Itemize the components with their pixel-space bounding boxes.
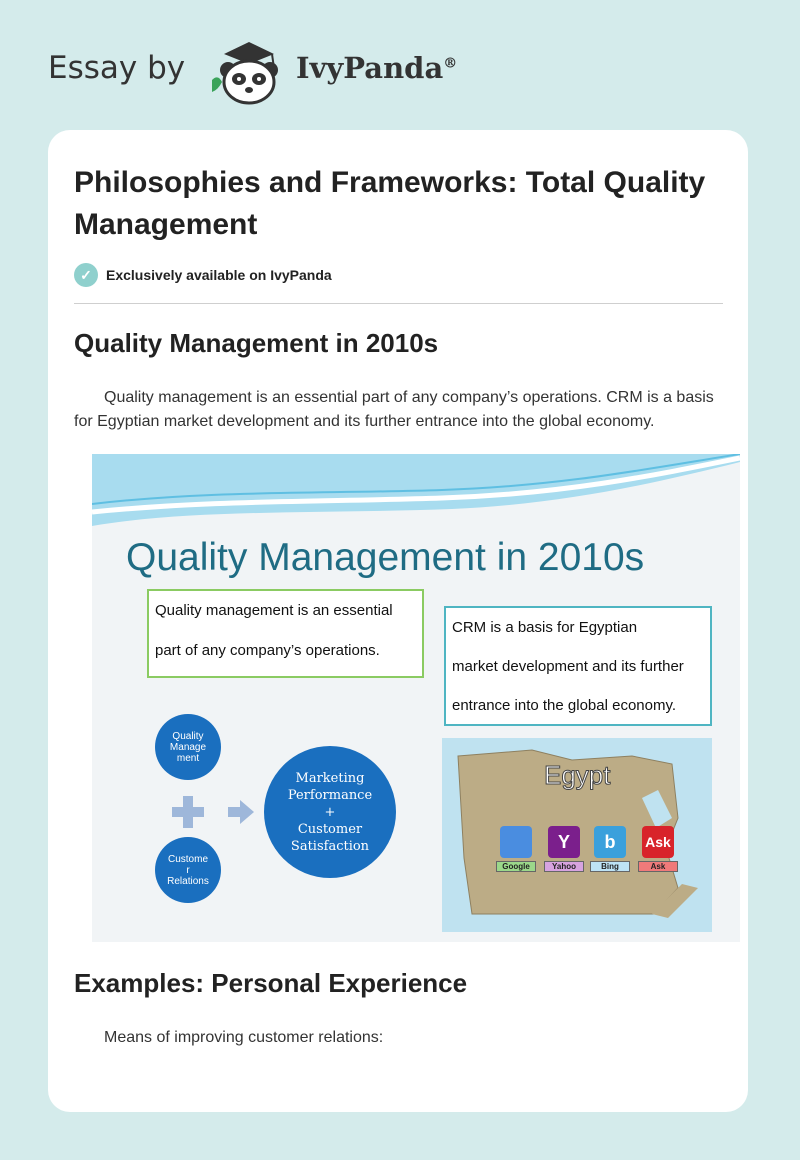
engine-label: Google <box>496 861 536 872</box>
circle-marketing-performance: Marketing Performance + Customer Satisfaction <box>264 746 396 878</box>
essay-by-label: Essay by <box>48 50 186 86</box>
engine-logo: Ask <box>642 826 674 858</box>
plus-icon <box>172 796 204 828</box>
brand-name[interactable]: IvyPanda® <box>296 51 458 85</box>
section-heading-quality: Quality Management in 2010s <box>74 328 439 358</box>
check-icon: ✓ <box>74 263 98 287</box>
section-paragraph-quality: Quality management is an essential part of any company’s operations. CRM is a basis for Egyptian market development and its further entrance into the global economy. <box>74 389 714 430</box>
engine-logo: Y <box>548 826 580 858</box>
arrow-right-icon <box>228 800 254 824</box>
ask-icon <box>638 826 678 872</box>
engine-logo <box>500 826 532 858</box>
egypt-map-panel <box>442 738 712 932</box>
section-paragraph-examples: Means of improving customer relations: <box>104 1029 384 1046</box>
map-label: Egypt <box>544 760 611 790</box>
slide-box-quality: Quality management is an essential part of any company’s operations. <box>147 589 424 678</box>
site-header <box>48 28 548 108</box>
engine-logo: b <box>594 826 626 858</box>
panda-logo-icon <box>204 36 294 108</box>
engine-label: Ask <box>638 861 678 872</box>
engine-label: Yahoo <box>544 861 584 872</box>
yahoo-icon <box>544 826 584 872</box>
page-title: Philosophies and Frameworks: Total Quality Management <box>74 166 706 241</box>
engine-label: Bing <box>590 861 630 872</box>
circle-customer-relations: Custome r Relations <box>155 837 221 903</box>
exclusive-badge <box>74 263 332 287</box>
badge-label: Exclusively available on IvyPanda <box>106 267 332 283</box>
bing-icon <box>590 826 630 872</box>
divider <box>74 303 723 304</box>
circle-quality-management: Quality Manage ment <box>155 714 221 780</box>
wave-decoration <box>92 454 740 534</box>
google-icon <box>496 826 536 872</box>
slide-box-crm: CRM is a basis for Egyptian market development and its further entrance into the global economy. <box>444 606 712 726</box>
slide-title: Quality Management in 2010s <box>126 536 645 579</box>
essay-card <box>48 130 748 1112</box>
section-heading-examples: Examples: Personal Experience <box>74 968 468 998</box>
slide-image <box>92 454 740 942</box>
